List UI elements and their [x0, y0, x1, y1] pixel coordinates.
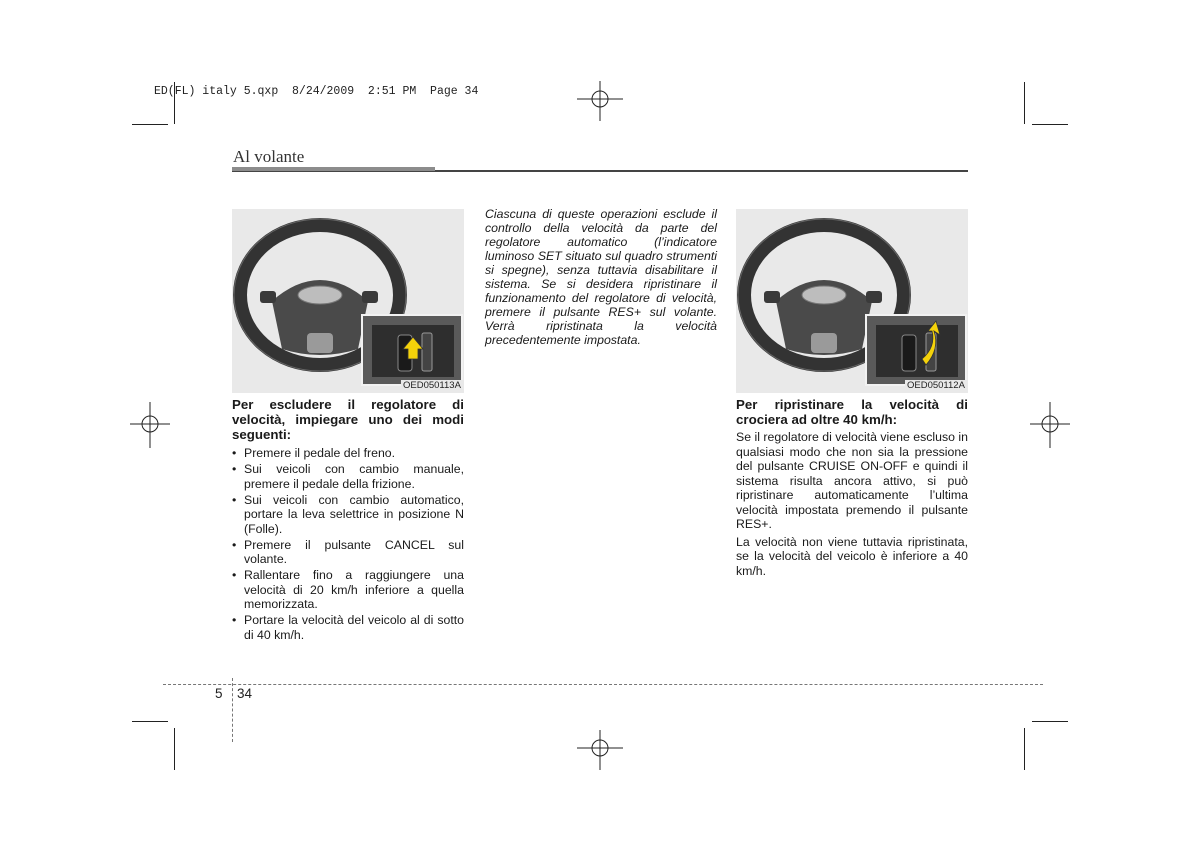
body-paragraph: La velocità non viene tuttavia ripristinata, se la velocità del veicolo è inferiore a 40 km/h. [736, 534, 968, 578]
registration-mark-icon [577, 730, 623, 770]
registration-mark-icon [1030, 402, 1070, 448]
section-heading: Per ripristinare la velocità di crociera ad oltre 40 km/h: [736, 397, 968, 427]
crop-mark [132, 721, 168, 722]
list-item: • Sui veicoli con cambio manuale, premere il pedale della frizione. [232, 462, 464, 491]
page-number: 34 [237, 686, 253, 701]
crop-mark [132, 124, 168, 125]
list-item: • Premere il pedale del freno. [232, 446, 464, 461]
list-item: • Sui veicoli con cambio automatico, portare la leva selettrice in posizione N (Folle). [232, 493, 464, 537]
list-item: • Portare la velocità del veicolo al di sotto di 40 km/h. [232, 613, 464, 642]
print-slug-header: ED(FL) italy 5.qxp 8/24/2009 2:51 PM Page 34 [154, 85, 479, 98]
steering-wheel-icon [232, 209, 464, 393]
left-column [232, 397, 464, 644]
figure-code: OED050113A [403, 380, 461, 391]
crop-mark [1032, 124, 1068, 125]
figure-code: OED050112A [907, 380, 965, 391]
crop-mark [174, 728, 175, 770]
footer-dashed-rule [163, 684, 1043, 685]
middle-column-text: Ciascuna di queste operazioni esclude il controllo della velocità da parte del regolatore automatico (l’indicatore luminoso SET situato sul quadro strumenti si spegne), senza tuttavia disabilitare il sistema. Se si desidera ripristinare il funzionamento del regolatore di velocità, premere il pulsante RES+ sul volante. Verrà ripristinata la velocità precedentemente impostata. [485, 207, 717, 347]
crop-mark [1032, 721, 1068, 722]
steering-wheel-resume-figure [736, 209, 968, 393]
list-item: • Premere il pulsante CANCEL sul volante. [232, 538, 464, 567]
section-heading: Per escludere il regolatore di velocità, impiegare uno dei modi seguenti: [232, 397, 464, 442]
section-title: Al volante [233, 147, 305, 166]
header-rule-accent [232, 167, 435, 171]
steering-wheel-icon [736, 209, 968, 393]
chapter-number: 5 [215, 686, 223, 701]
crop-mark [1024, 728, 1025, 770]
crop-mark [1024, 82, 1025, 124]
registration-mark-icon [130, 402, 170, 448]
list-item: • Rallentare fino a raggiungere una velocità di 20 km/h inferiore a quella memorizzata. [232, 568, 464, 612]
steering-wheel-cancel-figure [232, 209, 464, 393]
right-column [736, 397, 968, 580]
body-paragraph: Se il regolatore di velocità viene escluso in qualsiasi modo che non sia la pressione del pulsante CRUISE ON-OFF e quindi il sistema risulta ancora attivo, si può ripristinare automaticamente l’ultima velocità impostata premendo il pulsante RES+. [736, 430, 968, 531]
registration-mark-icon [577, 81, 623, 121]
bullet-list [232, 446, 464, 642]
footer-dashed-divider [232, 678, 233, 742]
